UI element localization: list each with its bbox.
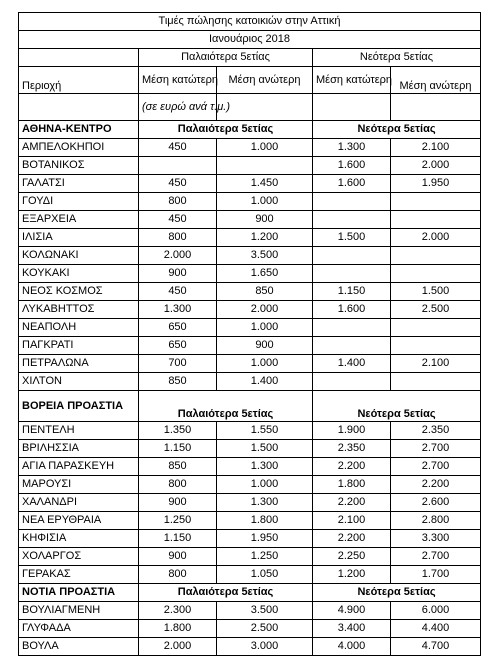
newer-avg-low: 2.250 [313,548,391,566]
table-row [19,494,481,512]
region-name: ΑΓΙΑ ΠΑΡΑΣΚΕΥΗ [19,458,139,476]
table-row [19,530,481,548]
newer-avg-high: 1.700 [391,566,481,584]
unit-note: (σε ευρώ ανά τ.μ.) [139,94,217,121]
newer-avg-high: 2.700 [391,548,481,566]
older-avg-high: 850 [217,283,313,301]
older-avg-low: 650 [139,337,217,355]
newer-avg-low: 2.100 [313,512,391,530]
newer-avg-low: 1.600 [313,157,391,175]
region-name: ΝΕΟΣ ΚΟΣΜΟΣ [19,283,139,301]
empty-cell [391,94,481,121]
region-name: ΝΕΑΠΟΛΗ [19,319,139,337]
newer-avg-low: 1.150 [313,283,391,301]
older-avg-low: 1.150 [139,530,217,548]
region-name: ΒΟΥΛΑ [19,638,139,656]
table-row [19,548,481,566]
older-avg-high: 1.500 [217,440,313,458]
newer-avg-low-header: Μέση κατώτερη [313,67,391,94]
newer-avg-low [313,337,391,355]
table-row [19,458,481,476]
region-name: ΧΑΛΑΝΔΡΙ [19,494,139,512]
section-header-row [19,121,481,139]
region-name: ΠΕΤΡΑΛΩΝΑ [19,355,139,373]
empty-cell [19,94,139,121]
newer-avg-high [391,193,481,211]
newer-avg-high: 2.600 [391,494,481,512]
newer-avg-low: 1.600 [313,301,391,319]
newer-avg-high [391,319,481,337]
newer-avg-low: 1.200 [313,566,391,584]
older-avg-low: 2.000 [139,247,217,265]
newer-avg-low: 2.200 [313,530,391,548]
region-name: ΒΟΤΑΝΙΚΟΣ [19,157,139,175]
table-row [19,620,481,638]
newer-header: Νεότερα 5ετίας [313,49,481,67]
region-name: ΠΕΝΤΕΛΗ [19,422,139,440]
older-avg-high: 900 [217,211,313,229]
newer-avg-high: 2.000 [391,229,481,247]
newer-avg-high: 2.000 [391,157,481,175]
older-avg-low: 2.300 [139,602,217,620]
older-avg-high: 1.300 [217,458,313,476]
empty-cell [19,49,139,67]
older-avg-high: 2.500 [217,620,313,638]
older-avg-low: 800 [139,229,217,247]
region-name: ΑΜΠΕΛΟΚΗΠΟΙ [19,139,139,157]
section-older-label: Παλαιότερα 5ετίας [139,584,313,602]
older-avg-high-header: Μέση ανώτερη [217,67,313,94]
section-name: ΒΟΡΕΙΑ ΠΡΟΑΣΤΙΑ [19,391,139,422]
table-row [19,422,481,440]
newer-avg-high: 3.300 [391,530,481,548]
newer-avg-high: 2.200 [391,476,481,494]
table-row [19,265,481,283]
older-avg-low: 850 [139,373,217,391]
table-row [19,566,481,584]
older-avg-low-header: Μέση κατώτερη [139,67,217,94]
older-avg-high: 1.000 [217,319,313,337]
region-header: Περιοχή [19,67,139,94]
older-avg-low: 700 [139,355,217,373]
section-older-label: Παλαιότερα 5ετίας [139,391,313,422]
section-name: ΝΟΤΙΑ ΠΡΟΑΣΤΙΑ [19,584,139,602]
newer-avg-low [313,265,391,283]
newer-avg-high [391,373,481,391]
table-row [19,602,481,620]
region-name: ΕΞΑΡΧΕΙΑ [19,211,139,229]
region-name: ΓΕΡΑΚΑΣ [19,566,139,584]
newer-avg-low: 1.300 [313,139,391,157]
newer-avg-high: 2.100 [391,139,481,157]
older-avg-low: 800 [139,193,217,211]
group-header-row [19,49,481,67]
older-avg-low: 2.000 [139,638,217,656]
older-avg-high: 900 [217,337,313,355]
newer-avg-low [313,247,391,265]
newer-avg-low: 1.900 [313,422,391,440]
newer-avg-low [313,319,391,337]
table-row [19,229,481,247]
region-name: ΙΛΙΣΙΑ [19,229,139,247]
table-row [19,319,481,337]
empty-cell [217,94,313,121]
section-newer-label: Νεότερα 5ετίας [313,391,481,422]
column-header-row [19,67,481,94]
region-name: ΚΟΥΚΑΚΙ [19,265,139,283]
section-header-row [19,584,481,602]
table-row [19,157,481,175]
newer-avg-low [313,373,391,391]
newer-avg-high: 4.700 [391,638,481,656]
older-avg-high: 1.300 [217,494,313,512]
newer-avg-high-header: Μέση ανώτερη [391,67,481,94]
region-name: ΧΙΛΤΟΝ [19,373,139,391]
older-avg-high: 3.500 [217,247,313,265]
newer-avg-high: 6.000 [391,602,481,620]
older-header: Παλαιότερα 5ετίας [139,49,313,67]
older-avg-low: 800 [139,566,217,584]
newer-avg-high: 2.350 [391,422,481,440]
newer-avg-low: 1.600 [313,175,391,193]
subtitle-row [19,31,481,49]
table-subtitle: Ιανουάριος 2018 [19,31,481,49]
older-avg-high: 3.500 [217,602,313,620]
newer-avg-low: 2.200 [313,494,391,512]
region-name: ΛΥΚΑΒΗΤΤΟΣ [19,301,139,319]
unit-row [19,94,481,121]
title-row [19,13,481,31]
region-name: ΓΑΛΑΤΣΙ [19,175,139,193]
older-avg-low: 900 [139,265,217,283]
older-avg-low: 1.800 [139,620,217,638]
table-row [19,139,481,157]
newer-avg-low: 3.400 [313,620,391,638]
older-avg-low: 450 [139,139,217,157]
newer-avg-low: 1.400 [313,355,391,373]
region-name: ΓΛΥΦΑΔΑ [19,620,139,638]
newer-avg-high: 2.700 [391,440,481,458]
newer-avg-low: 4.000 [313,638,391,656]
table-row [19,512,481,530]
section-older-label: Παλαιότερα 5ετίας [139,121,313,139]
table-row [19,175,481,193]
older-avg-low: 900 [139,548,217,566]
older-avg-low: 450 [139,283,217,301]
table-title: Τιμές πώλησης κατοικιών στην Αττική [19,13,481,31]
older-avg-low: 800 [139,476,217,494]
newer-avg-high: 1.500 [391,283,481,301]
newer-avg-high: 2.500 [391,301,481,319]
newer-avg-high [391,265,481,283]
older-avg-high: 3.000 [217,638,313,656]
older-avg-low: 850 [139,458,217,476]
older-avg-high: 1.050 [217,566,313,584]
region-name: ΒΟΥΛΙΑΓΜΕΝΗ [19,602,139,620]
region-name: ΚΟΛΩΝΑΚΙ [19,247,139,265]
newer-avg-low: 4.900 [313,602,391,620]
older-avg-low: 1.300 [139,301,217,319]
newer-avg-high: 4.400 [391,620,481,638]
older-avg-low: 450 [139,211,217,229]
newer-avg-low: 2.200 [313,458,391,476]
older-avg-low: 1.350 [139,422,217,440]
section-newer-label: Νεότερα 5ετίας [313,584,481,602]
older-avg-low [139,157,217,175]
table-row [19,638,481,656]
region-name: ΧΟΛΑΡΓΟΣ [19,548,139,566]
newer-avg-high: 2.800 [391,512,481,530]
older-avg-low: 450 [139,175,217,193]
prices-table [18,12,481,656]
region-name: ΚΗΦΙΣΙΑ [19,530,139,548]
region-name: ΒΡΙΛΗΣΣΙΑ [19,440,139,458]
older-avg-high [217,157,313,175]
table-row [19,193,481,211]
older-avg-high: 2.000 [217,301,313,319]
older-avg-high: 1.000 [217,139,313,157]
older-avg-low: 650 [139,319,217,337]
table-row [19,247,481,265]
newer-avg-low: 1.500 [313,229,391,247]
table-row [19,373,481,391]
newer-avg-high: 2.700 [391,458,481,476]
region-name: ΜΑΡΟΥΣΙ [19,476,139,494]
older-avg-high: 1.250 [217,548,313,566]
older-avg-high: 1.400 [217,373,313,391]
region-name: ΠΑΓΚΡΑΤΙ [19,337,139,355]
older-avg-high: 1.450 [217,175,313,193]
table-row [19,476,481,494]
newer-avg-high [391,337,481,355]
older-avg-high: 1.000 [217,476,313,494]
older-avg-low: 900 [139,494,217,512]
section-newer-label: Νεότερα 5ετίας [313,121,481,139]
older-avg-low: 1.250 [139,512,217,530]
older-avg-high: 1.000 [217,193,313,211]
newer-avg-low [313,211,391,229]
table-row [19,355,481,373]
older-avg-high: 1.650 [217,265,313,283]
newer-avg-high: 2.100 [391,355,481,373]
older-avg-low: 1.150 [139,440,217,458]
table-row [19,337,481,355]
newer-avg-high: 1.950 [391,175,481,193]
table-row [19,283,481,301]
older-avg-high: 1.550 [217,422,313,440]
section-header-row [19,391,481,422]
older-avg-high: 1.950 [217,530,313,548]
older-avg-high: 1.000 [217,355,313,373]
prices-table-body [19,13,481,656]
newer-avg-low [313,193,391,211]
newer-avg-low: 2.350 [313,440,391,458]
newer-avg-low: 1.800 [313,476,391,494]
section-name: ΑΘΗΝΑ-ΚΕΝΤΡΟ [19,121,139,139]
newer-avg-high [391,247,481,265]
older-avg-high: 1.200 [217,229,313,247]
region-name: ΝΕΑ ΕΡΥΘΡΑΙΑ [19,512,139,530]
table-row [19,211,481,229]
table-row [19,301,481,319]
older-avg-high: 1.800 [217,512,313,530]
empty-cell [313,94,391,121]
region-name: ΓΟΥΔΙ [19,193,139,211]
table-row [19,440,481,458]
newer-avg-high [391,211,481,229]
